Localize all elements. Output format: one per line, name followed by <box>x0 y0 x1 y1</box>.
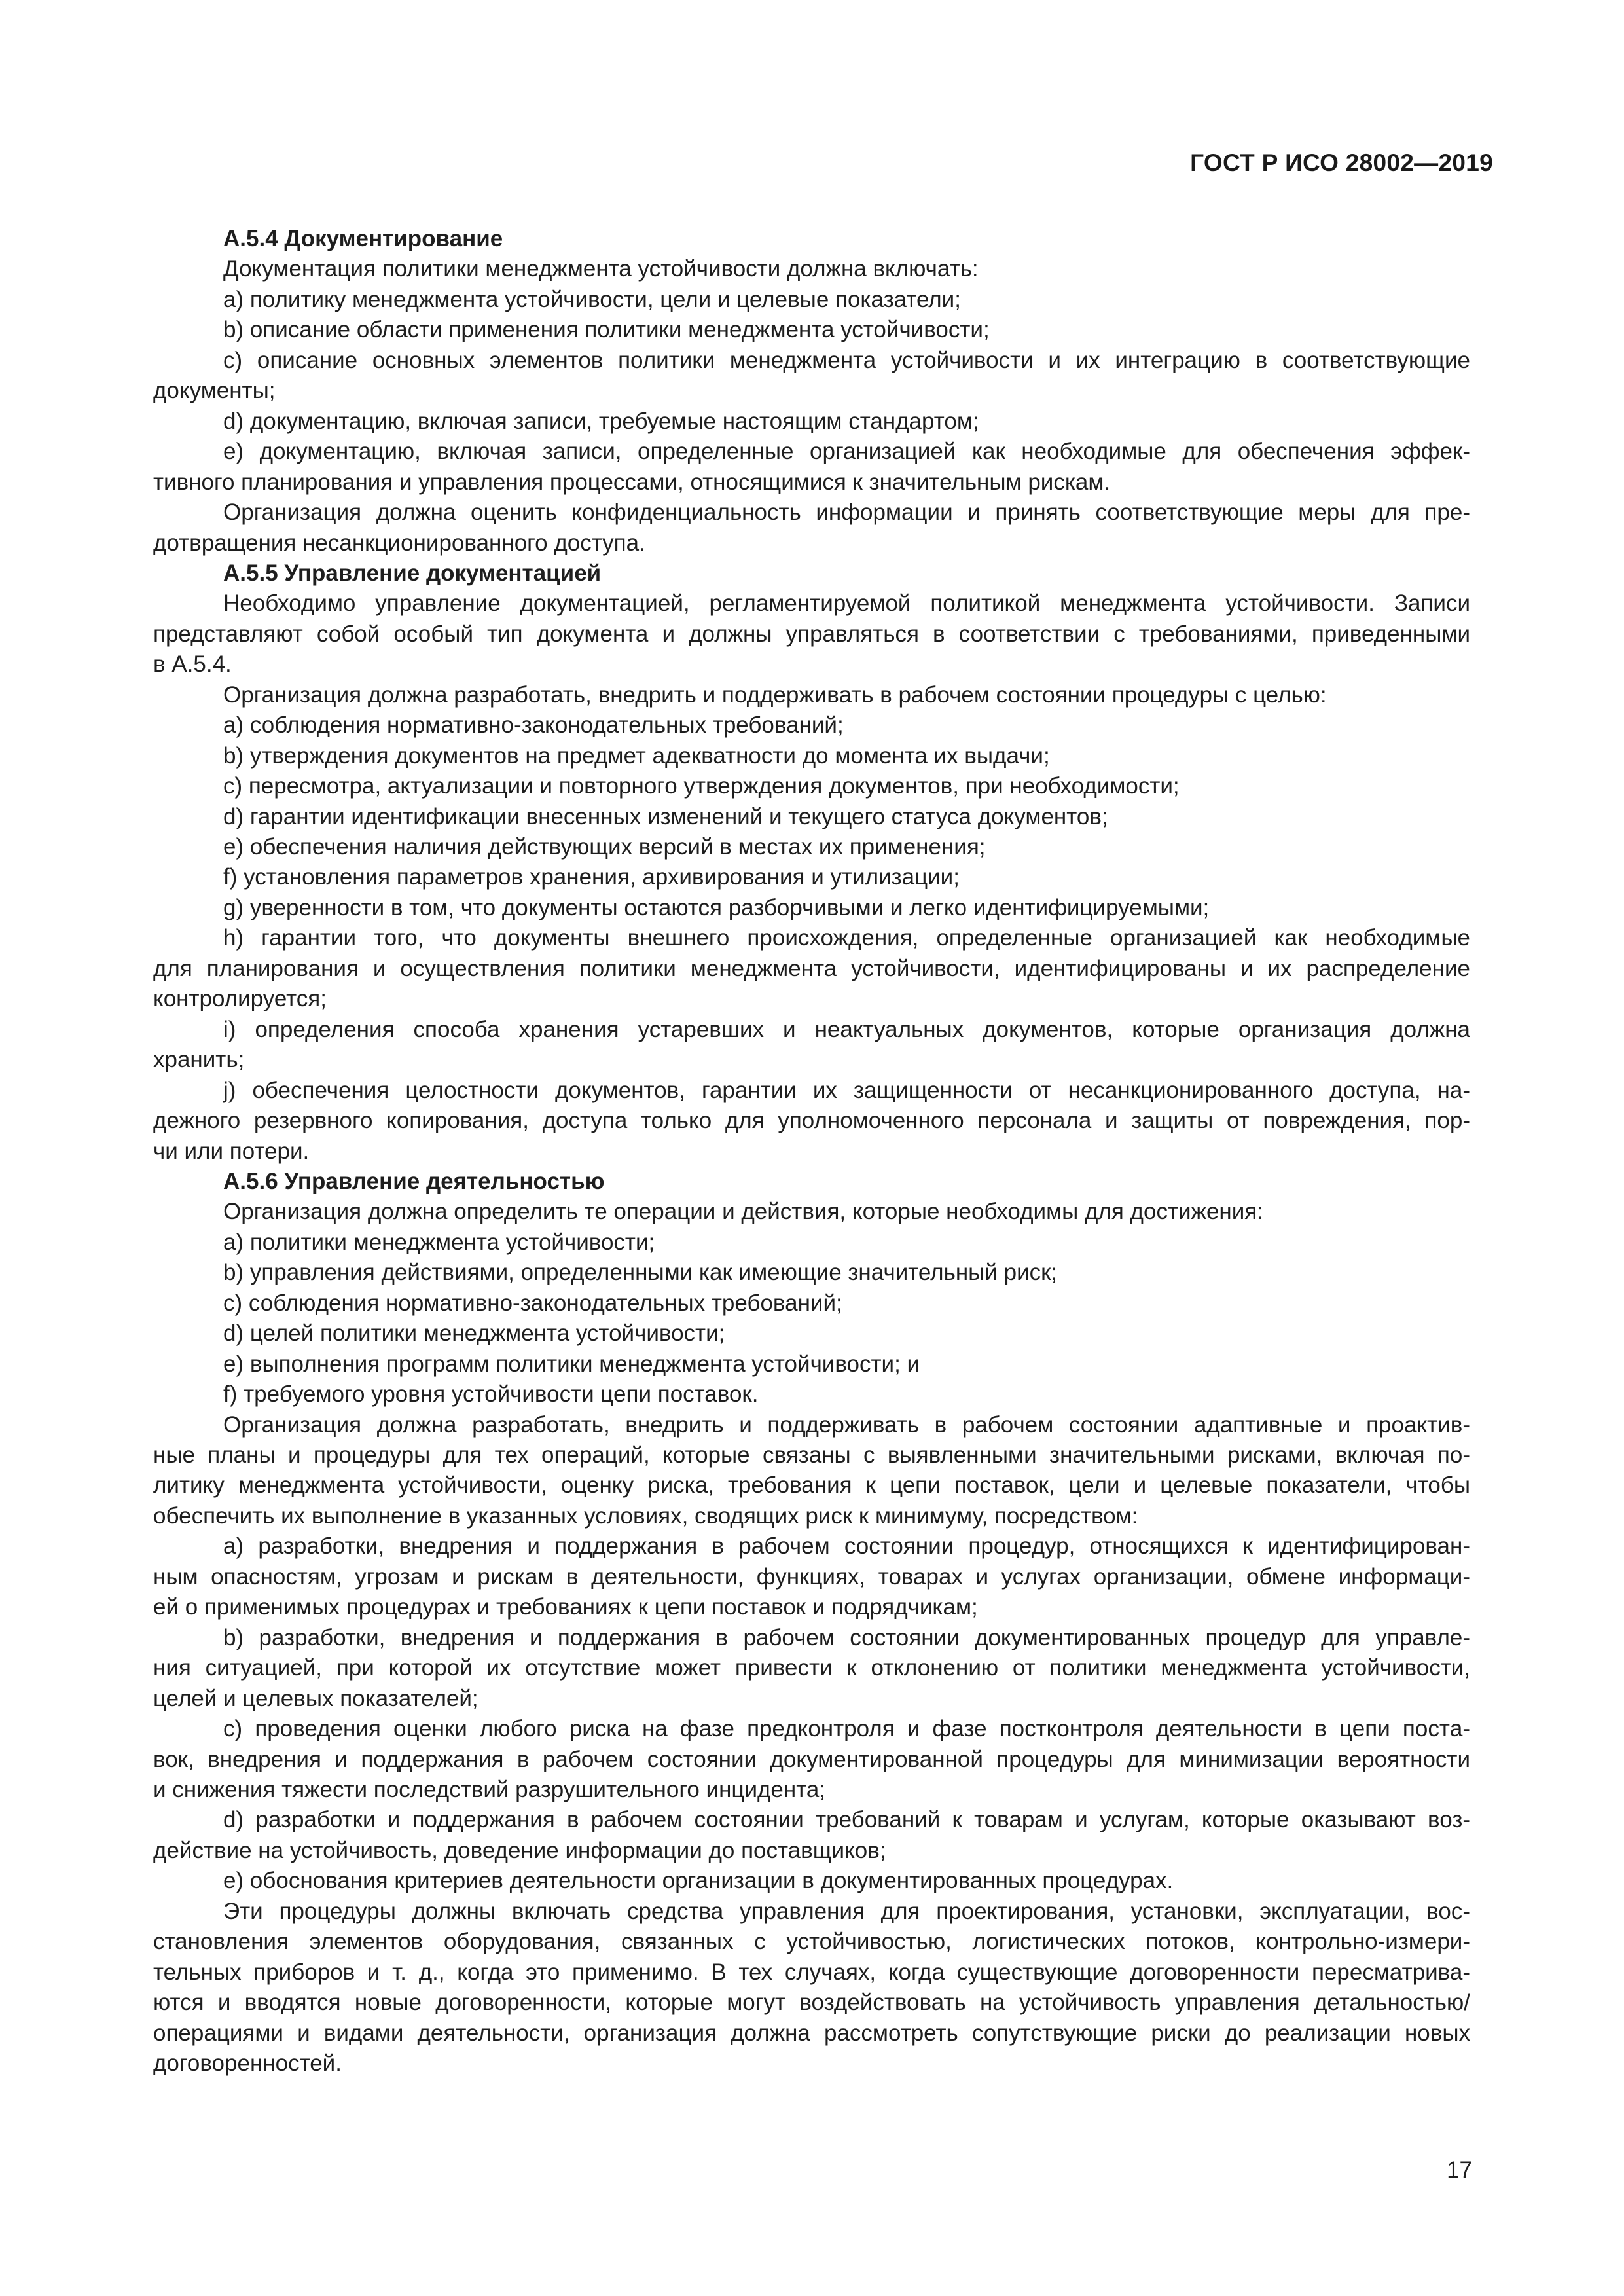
text-line <box>0 1228 1624 1257</box>
line-text: для планирования и осуществления политики менеджмента устойчивости, идентифицированы и их распределение <box>153 955 1470 981</box>
text-line <box>0 1319 1624 1348</box>
line-text: а) политики менеджмента устойчивости; <box>223 1229 655 1255</box>
text-line <box>0 1593 1624 1622</box>
line-text: d) документацию, включая записи, требуемые настоящим стандартом; <box>223 408 979 434</box>
text-line <box>0 376 1624 405</box>
line-text: тивного планирования и управления процессами, относящимися к значительным рискам. <box>153 469 1111 495</box>
line-text: Организация должна разработать, внедрить и поддерживать в рабочем состоянии процедуры с целью: <box>223 682 1327 708</box>
line-text: h) гарантии того, что документы внешнего происхождения, определенные организацией как необходимые <box>223 925 1470 951</box>
line-text: договоренностей. <box>153 2050 342 2076</box>
page-header-standard: ГОСТ Р ИСО 28002—2019 <box>1190 149 1493 176</box>
text-line <box>0 985 1624 1013</box>
text-line <box>0 924 1624 953</box>
line-text: е) документацию, включая записи, определенные организацией как необходимые для обеспечения эффек- <box>223 439 1470 465</box>
line-text: f) установления параметров хранения, архивирования и утилизации; <box>223 864 960 890</box>
line-text: операциями и видами деятельности, организация должна рассмотреть сопутствующие риски до реализации новых <box>153 2020 1470 2046</box>
text-line <box>0 1776 1624 1804</box>
line-text: контролируется; <box>153 986 327 1012</box>
text-line <box>0 620 1624 649</box>
line-text: d) гарантии идентификации внесенных изменений и текущего статуса документов; <box>223 803 1108 829</box>
section-heading <box>0 1167 1624 1196</box>
text-line <box>0 1897 1624 1926</box>
text-line <box>0 1106 1624 1135</box>
line-text: представляют собой особый тип документа и должны управляться в соответствии с требованиями, приведенными <box>153 621 1470 647</box>
line-text: b) разработки, внедрения и поддержания в рабочем состоянии документированных процедур для управле- <box>223 1624 1470 1650</box>
text-line <box>0 1806 1624 1834</box>
text-line <box>0 955 1624 983</box>
text-line <box>0 742 1624 771</box>
text-line <box>0 1350 1624 1379</box>
text-line <box>0 1958 1624 1987</box>
line-text: обеспечить их выполнение в указанных условиях, сводящих риск к минимуму, посредством: <box>153 1503 1138 1529</box>
heading-text: А.5.5 Управление документацией <box>223 560 602 586</box>
line-text: хранить; <box>153 1047 245 1073</box>
heading-text: А.5.4 Документирование <box>223 226 503 251</box>
text-line <box>0 468 1624 497</box>
line-text: дежного резервного копирования, доступа только для уполномоченного персонала и защиты от повреждения, пор- <box>153 1108 1470 1134</box>
text-line <box>0 650 1624 679</box>
text-line <box>0 711 1624 740</box>
text-line <box>0 1654 1624 1683</box>
text-line <box>0 1532 1624 1561</box>
section-heading <box>0 559 1624 588</box>
text-line <box>0 1441 1624 1470</box>
text-line <box>0 346 1624 375</box>
line-text: j) обеспечения целостности документов, гарантии их защищенности от несанкционированного доступа, на- <box>223 1077 1470 1103</box>
text-line <box>0 1046 1624 1074</box>
text-line <box>0 772 1624 801</box>
line-text: и снижения тяжести последствий разрушительного инцидента; <box>153 1776 826 1802</box>
line-text: Организация должна разработать, внедрить и поддерживать в рабочем состоянии адаптивные и проактив- <box>223 1412 1470 1438</box>
line-text: а) разработки, внедрения и поддержания в рабочем состоянии процедур, относящихся к идентифицирован- <box>223 1533 1470 1559</box>
line-text: в А.5.4. <box>153 651 232 678</box>
line-text: е) обоснования критериев деятельности организации в документированных процедурах. <box>223 1868 1174 1894</box>
text-line <box>0 1289 1624 1318</box>
line-text: с) пересмотра, актуализации и повторного утверждения документов, при необходимости; <box>223 773 1180 799</box>
line-text: е) выполнения программ политики менеджмента устойчивости; и <box>223 1351 920 1377</box>
line-text: чи или потери. <box>153 1138 310 1164</box>
text-line <box>0 1867 1624 1895</box>
line-text: с) проведения оценки любого риска на фазе предконтроля и фазе постконтроля деятельности в цепи постa- <box>223 1716 1470 1742</box>
line-text: d) разработки и поддержания в рабочем состоянии требований к товарам и услугам, которые оказывают воз- <box>223 1807 1470 1833</box>
line-text: литику менеджмента устойчивости, оценку риска, требования к цепи поставок, цели и целевые показатели, чтобы <box>153 1472 1470 1499</box>
text-line <box>0 803 1624 831</box>
line-text: ные планы и процедуры для тех операций, которые связаны с выявленными значительными рисками, включая по- <box>153 1442 1470 1468</box>
text-line <box>0 1685 1624 1713</box>
text-line <box>0 437 1624 466</box>
text-line <box>0 1745 1624 1774</box>
text-line <box>0 255 1624 283</box>
text-line <box>0 529 1624 558</box>
line-text: Организация должна оценить конфиденциальность информации и принять соответствующие меры для пре- <box>223 500 1470 526</box>
text-line <box>0 1411 1624 1440</box>
line-text: а) политику менеджмента устойчивости, цели и целевые показатели; <box>223 286 961 312</box>
text-line <box>0 1502 1624 1531</box>
text-line <box>0 1076 1624 1105</box>
text-line <box>0 894 1624 922</box>
line-text: ния ситуацией, при которой их отсутствие может привести к отклонению от политики менеджмента устойчивости, <box>153 1655 1470 1681</box>
line-text: с) соблюдения нормативно-законодательных требований; <box>223 1290 842 1316</box>
text-line <box>0 681 1624 710</box>
line-text: дотвращения несанкционированного доступа. <box>153 530 645 556</box>
line-text: ным опасностям, угрозам и рискам в деятельности, функциях, товарах и услугах организации, обмене информаци- <box>153 1563 1470 1590</box>
line-text: g) уверенности в том, что документы остаются разборчивыми и легко идентифицируемыми; <box>223 894 1210 920</box>
line-text: целей и целевых показателей; <box>153 1685 478 1711</box>
text-line <box>0 1715 1624 1743</box>
line-text: d) целей политики менеджмента устойчивости; <box>223 1321 725 1347</box>
text-line <box>0 833 1624 862</box>
line-text: документы; <box>153 378 276 404</box>
line-text: Документация политики менеджмента устойчивости должна включать: <box>223 256 979 282</box>
line-text: ются и вводятся новые договоренности, которые могут воздействовать на устойчивость управления детальностью/ <box>153 1990 1470 2016</box>
line-text: действие на устойчивость, доведение информации до поставщиков; <box>153 1837 886 1863</box>
line-text: b) утверждения документов на предмет адекватности до момента их выдачи; <box>223 742 1050 769</box>
text-line <box>0 316 1624 344</box>
text-line <box>0 1015 1624 1044</box>
line-text: f) требуемого уровня устойчивости цепи поставок. <box>223 1381 759 1408</box>
line-text: Организация должна определить те операции и действия, которые необходимы для достижения: <box>223 1199 1263 1225</box>
line-text: Эти процедуры должны включать средства управления для проектирования, установки, эксплуатации, вос- <box>223 1898 1470 1924</box>
line-text: е) обеспечения наличия действующих версий в местах их применения; <box>223 834 986 860</box>
text-line <box>0 1927 1624 1956</box>
line-text: b) управления действиями, определенными как имеющие значительный риск; <box>223 1260 1058 1286</box>
text-line <box>0 498 1624 527</box>
line-text: а) соблюдения нормативно-законодательных требований; <box>223 712 844 738</box>
line-text: ей о применимых процедурах и требованиях к цепи поставок и подрядчикам; <box>153 1594 978 1620</box>
text-line <box>0 2049 1624 2078</box>
text-line <box>0 1471 1624 1500</box>
line-text: Необходимо управление документацией, регламентируемой политикой менеджмента устойчивости. Записи <box>223 591 1470 617</box>
text-line <box>0 1137 1624 1166</box>
text-line <box>0 1624 1624 1652</box>
line-text: тельных приборов и т. д., когда это применимо. В тех случаях, когда существующие договоренности пересматрива- <box>153 1959 1470 1985</box>
line-text: становления элементов оборудования, связанных с устойчивостью, логистических потоков, контрольно-измери- <box>153 1929 1470 1955</box>
text-line <box>0 1380 1624 1409</box>
page-number: 17 <box>1447 2157 1472 2183</box>
line-text: b) описание области применения политики менеджмента устойчивости; <box>223 317 990 343</box>
line-text: i) определения способа хранения устаревших и неактуальных документов, которые организация должна <box>223 1016 1470 1042</box>
text-line <box>0 407 1624 436</box>
section-heading <box>0 225 1624 253</box>
text-line <box>0 285 1624 314</box>
text-line <box>0 1563 1624 1592</box>
line-text: с) описание основных элементов политики менеджмента устойчивости и их интеграцию в соответствующие <box>223 347 1470 373</box>
text-line <box>0 1258 1624 1287</box>
text-line <box>0 1988 1624 2017</box>
text-line <box>0 589 1624 618</box>
text-line <box>0 1836 1624 1865</box>
heading-text: А.5.6 Управление деятельностью <box>223 1168 605 1194</box>
text-line <box>0 2019 1624 2048</box>
text-line <box>0 863 1624 892</box>
line-text: вок, внедрения и поддержания в рабочем состоянии документированной процедуры для минимизации вероятности <box>153 1746 1470 1772</box>
text-line <box>0 1197 1624 1226</box>
